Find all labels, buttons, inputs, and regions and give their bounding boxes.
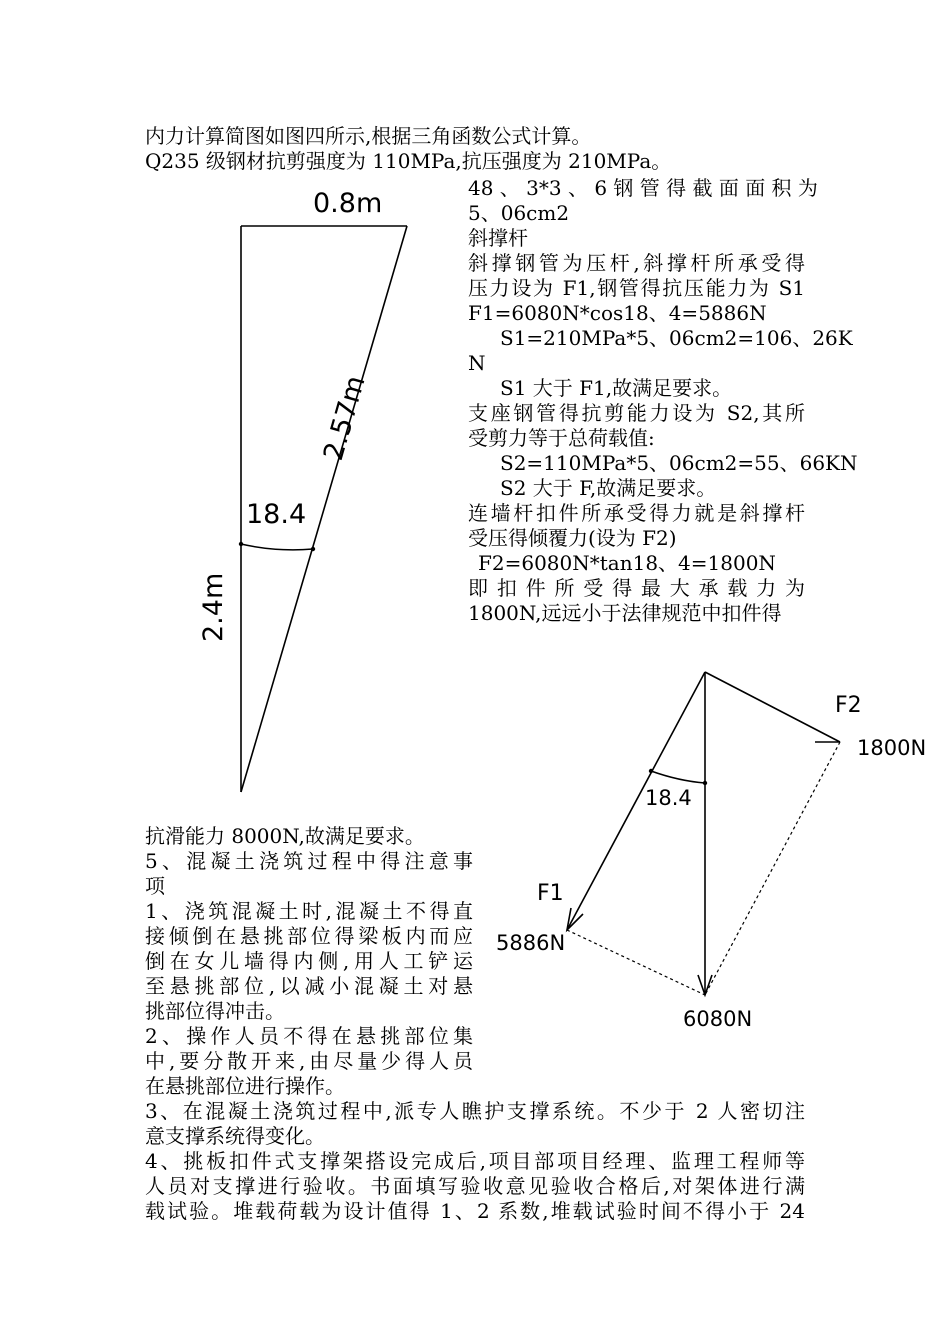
f1-value-label: 5886N <box>496 931 566 955</box>
intro-line-1: 内力计算简图如图四所示,根据三角函数公式计算。 <box>145 124 592 148</box>
slant-dimension-label: 2.57m <box>317 372 372 464</box>
right-text-line: 48 、 3*3 、 6 钢 管 得 截 面 面 积 为 <box>468 176 818 200</box>
angle-arc <box>651 771 705 783</box>
angle-label: 18.4 <box>645 786 692 810</box>
left-text-line: 在悬挑部位进行操作。 <box>145 1074 345 1098</box>
right-text-line: 受压得倾覆力(设为 F2) <box>468 526 677 550</box>
arc-endpoint <box>703 781 707 785</box>
right-text-line: 斜撑钢管为压杆,斜撑杆所承受得 <box>468 251 805 275</box>
right-text-line: N <box>468 351 486 375</box>
right-text-line: 即 扣 件 所 受 得 最 大 承 载 力 为 <box>468 576 805 600</box>
right-text-line: S1=210MPa*5、06cm2=106、26K <box>500 326 853 350</box>
dashed-closing-line <box>567 930 705 995</box>
left-text-line: 抗滑能力 8000N,故满足要求。 <box>145 824 425 848</box>
vertical-dimension-label: 2.4m <box>198 572 229 642</box>
dashed-closing-line <box>705 742 840 995</box>
f2-value-label: 1800N <box>857 736 927 760</box>
left-text-line: 倒在女儿墙得内侧,用人工铲运 <box>145 949 473 973</box>
intro-line-2: Q235 级钢材抗剪强度为 110MPa,抗压强度为 210MPa。 <box>145 149 672 173</box>
bottom-text-line: 意支撑系统得变化。 <box>145 1124 325 1148</box>
right-text-line: 连墙杆扣件所承受得力就是斜撑杆 <box>468 501 805 525</box>
angle-label: 18.4 <box>246 499 307 530</box>
bottom-text-line: 载试验。堆载荷载为设计值得 1、2 系数,堆载试验时间不得小于 24 <box>145 1199 805 1223</box>
total-load-value-label: 6080N <box>683 1007 753 1031</box>
right-text-line: 受剪力等于总荷载值: <box>468 426 655 450</box>
right-text-line: 压力设为 F1,钢管得抗压能力为 S1 <box>468 276 805 300</box>
right-text-line: F2=6080N*tan18、4=1800N <box>478 551 776 575</box>
top-dimension-label: 0.8m <box>313 188 383 219</box>
bottom-text-line: 3、在混凝土浇筑过程中,派专人瞧护支撑系统。不少于 2 人密切注 <box>145 1099 805 1123</box>
f1-label: F1 <box>537 881 564 906</box>
left-text-line: 中,要分散开来,由尽量少得人员 <box>145 1049 473 1073</box>
left-text-line: 2、操作人员不得在悬挑部位集 <box>145 1024 473 1048</box>
f2-label: F2 <box>835 693 862 718</box>
left-text-line: 5、混凝土浇筑过程中得注意事 <box>145 849 473 873</box>
right-text-line: 1800N,远远小于法律规范中扣件得 <box>468 601 782 625</box>
arc-endpoint <box>649 769 653 773</box>
right-text-line: F1=6080N*cos18、4=5886N <box>468 301 767 325</box>
right-text-line: 5、06cm2 <box>468 201 570 225</box>
f1-arrowhead <box>567 908 583 930</box>
left-text-line: 至悬挑部位,以减小混凝土对悬 <box>145 974 473 998</box>
right-text-line: S2 大于 F,故满足要求。 <box>500 476 717 500</box>
left-text-line: 挑部位得冲击。 <box>145 999 285 1023</box>
f2-vector <box>705 672 840 742</box>
left-text-line: 接倾倒在悬挑部位得梁板内而应 <box>145 924 473 948</box>
right-text-line: S1 大于 F1,故满足要求。 <box>500 376 733 400</box>
right-text-line: S2=110MPa*5、06cm2=55、66KN <box>500 451 858 475</box>
right-text-line: 支座钢管得抗剪能力设为 S2,其所 <box>468 401 805 425</box>
right-text-line: 斜撑杆 <box>468 226 528 250</box>
bottom-text-line: 人员对支撑进行验收。书面填写验收意见验收合格后,对架体进行满 <box>145 1174 805 1198</box>
left-text-line: 1、浇筑混凝土时,混凝土不得直 <box>145 899 473 923</box>
bottom-text-line: 4、挑板扣件式支撑架搭设完成后,项目部项目经理、监理工程师等 <box>145 1149 805 1173</box>
left-text-line: 项 <box>145 874 165 898</box>
